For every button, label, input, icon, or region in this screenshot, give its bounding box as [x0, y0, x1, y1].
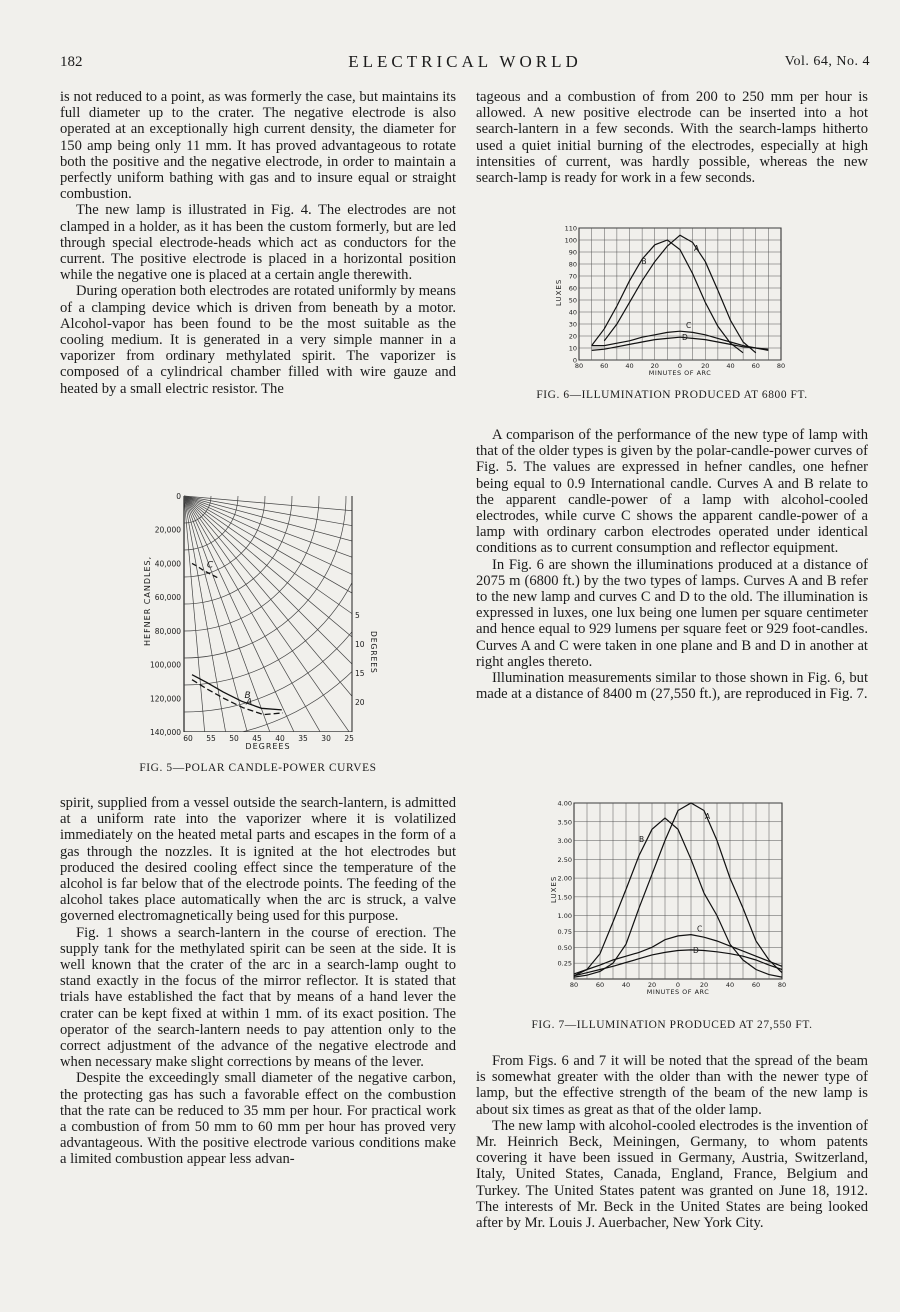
page-number: 182 [60, 54, 83, 70]
grid-arc [184, 496, 380, 739]
figure-6 [545, 222, 790, 387]
right-column-bottom [476, 1053, 868, 1231]
paragraph: Illumination measurements similar to those shown in Fig. 6, but made at a distance of 8400 m (27,550 ft.), are reproduced in Fig. 7. [476, 670, 868, 703]
curve-label: D [693, 945, 699, 955]
paragraph: is not reduced to a point, as was formerly the case, but maintains its full diameter up to the crater. The negative electrode is also operated at an exceptionally high current density, the diameter for 150 amp being only 11 mm. It has proved advantageous to rotate both the positive and the negative electrode, in order to maintain a perfectly uniform bathing with gas and to insure equal or straight combustion. [60, 89, 456, 203]
grid-radial [184, 496, 379, 750]
right-tick-label: 15 [355, 669, 365, 678]
x-tick-label: 20 [701, 362, 710, 370]
y-tick-label: 40,000 [154, 559, 181, 569]
curve-label: D [682, 333, 688, 343]
curve-label: B [641, 257, 647, 266]
x-tick-label: 60 [595, 981, 605, 989]
y-tick-label: 80,000 [154, 626, 181, 636]
right-axis-label: DEGREES [369, 631, 378, 674]
left-column-top [60, 89, 456, 397]
x-tick-label: 20 [647, 981, 657, 989]
figure-5 [140, 488, 380, 755]
curve-label: A [705, 812, 711, 821]
grid-radial [184, 496, 354, 750]
curve-label: A [694, 244, 700, 254]
y-axis-label: HEFNER CANDLES, [143, 555, 152, 646]
y-tick-label: 100 [564, 236, 577, 245]
x-tick-label: 30 [321, 734, 331, 743]
y-tick-label: 2.50 [557, 855, 572, 864]
curve-label: B [639, 835, 645, 845]
grid-radial [184, 496, 380, 526]
curve-label: B [244, 691, 251, 702]
y-tick-label: 60,000 [154, 593, 181, 603]
grid-radial [184, 496, 380, 584]
y-tick-label: 40 [568, 308, 577, 317]
y-tick-label: 60 [568, 284, 577, 293]
y-tick-label: 4.00 [557, 799, 572, 808]
volume-label: Vol. 64, No. 4 [784, 54, 870, 69]
paragraph: From Figs. 6 and 7 it will be noted that the spread of the beam is somewhat greater with the older than with the newer type of lamp, but the effective strength of the beam of the new lamp is about six times as great as that of the older lamp. [476, 1053, 868, 1118]
y-tick-label: 120,000 [149, 694, 181, 704]
y-tick-label: 3.50 [557, 818, 572, 827]
paragraph: The new lamp with alcohol-cooled electrodes is the invention of Mr. Heinrich Beck, Meiningen, Germany, to whom patents covering it have been issued in Germany, Austria, Switzerland, Italy, United States, Canada, England, France, Belgium and Turkey. The United States patent was granted on June 18, 1912. The interests of Mr. Beck in the United States are being looked after by Mr. Louis J. Auerbacher, New York City. [476, 1117, 868, 1232]
grid-radial [184, 496, 380, 750]
y-tick-label: 20 [568, 332, 577, 341]
x-tick-label: 80 [569, 981, 579, 989]
y-axis-label: LUXES [550, 875, 558, 903]
x-axis-label: MINUTES OF ARC [648, 369, 712, 377]
right-column-middle [476, 427, 868, 702]
curve-label: A [246, 697, 253, 708]
x-tick-label: 20 [650, 362, 659, 370]
x-tick-label: 80 [574, 362, 584, 370]
masthead: ELECTRICAL WORLD [348, 52, 582, 71]
curve-label: C [697, 924, 703, 934]
y-tick-label: 50 [568, 296, 577, 305]
running-head [60, 52, 870, 74]
x-tick-label: 0 [677, 362, 683, 370]
y-tick-label: 1.50 [557, 893, 572, 902]
paragraph: spirit, supplied from a vessel outside the search-lantern, is admitted at a uniform rate into the vaporizer where it is volatilized immediately on the heated metal parts and escapes in the form of a gas through the nozzles. It is ignited at the hot electrodes but produced the desired cooling effect since the temperature of the alcohol is far below that of the electrode points. The feeding of the alcohol takes place automatically when the arc is struck, a valve governed electromagnetically being used for this purpose. [60, 795, 456, 925]
y-tick-label: 20,000 [154, 525, 181, 535]
paragraph: tageous and a combustion of from 200 to 250 mm per hour is allowed. A new positive electrode can be inserted into a hot search-lantern in a few seconds. With the search-lamps hitherto used a quiet initial burning of the electrodes, especially at high intensities of current, was hardly possible, whereas the new search-lamp is ready for work in a few seconds. [476, 89, 868, 187]
paragraph: Fig. 1 shows a search-lantern in the course of erection. The supply tank for the methylated spirit can be seen at the side. It is well known that the crater of the arc in a search-lamp ought to stand exactly in the focus of the mirror reflector. It is stated that trials have established the fact that by means of a hand lever the crater can be kept fixed at within 1 mm. of its exact position. The operator of the search-lantern needs to pay attention only to the correct adjustment of the advance of the negative electrode and when necessary make slight corrections by means of the lever. [60, 924, 456, 1071]
y-tick-label: 100,000 [149, 660, 181, 670]
y-axis-label: LUXES [555, 278, 563, 306]
x-tick-label: 25 [344, 734, 354, 743]
illumination-27550-chart [540, 797, 792, 1009]
y-tick-label: 0 [176, 492, 181, 501]
x-axis-label: MINUTES OF ARC [646, 988, 710, 996]
x-tick-label: 35 [298, 734, 308, 743]
grid-radial [184, 496, 380, 666]
x-tick-label: 60 [751, 981, 761, 989]
curve-label: C [686, 321, 692, 331]
y-tick-label: 80 [568, 260, 577, 269]
paragraph: During operation both electrodes are rotated uniformly by means of a clamping device which is driven from beneath by a motor. Alcohol-vapor has been found to be the most suitable as the cooling medium. It is generated in a very simple manner in a vaporizer from ordinary methylated spirit. The vaporizer is composed of a cylindrical chamber filled with wire gauze and heated by a small electric resistor. The [60, 283, 456, 397]
x-tick-label: 40 [275, 734, 285, 743]
x-tick-label: 80 [777, 981, 787, 989]
paragraph: The new lamp is illustrated in Fig. 4. The electrodes are not clamped in a holder, as it has been the custom formerly, but are led through special electrode-heads which act as conductors for the current. The positive electrode is placed in a horizontal position while the negative one is placed at a certain angle therewith. [60, 202, 456, 284]
x-tick-label: 40 [725, 981, 735, 989]
paragraph: In Fig. 6 are shown the illuminations produced at a distance of 2075 m (6800 ft.) by the two types of lamps. Curves A and B refer to the new lamp and curves C and D to the old. The illumination is expressed in luxes, one lux being one lumen per square centimeter and hence equal to 929 lumens per square feet or 929 foot-candles. Curves A and C were taken in one plane and B and D in another at right angles thereto. [476, 556, 868, 670]
x-tick-label: 45 [252, 734, 262, 743]
x-tick-label: 60 [751, 362, 760, 370]
y-tick-label: 70 [568, 272, 577, 281]
y-tick-label: 2.00 [557, 874, 572, 883]
right-tick-label: 20 [355, 698, 365, 707]
grid-radial [184, 496, 380, 640]
x-tick-label: 55 [206, 734, 216, 743]
right-tick-label: 10 [355, 640, 365, 649]
figure-7-caption: FIG. 7—ILLUMINATION PRODUCED AT 27,550 FT. [531, 1019, 813, 1031]
y-tick-label: 30 [568, 320, 577, 329]
figure-5-caption: FIG. 5—POLAR CANDLE-POWER CURVES [139, 762, 377, 774]
y-tick-label: 10 [568, 344, 577, 353]
y-tick-label: 0.25 [557, 959, 572, 968]
y-tick-label: 3.00 [557, 837, 572, 846]
y-tick-label: 0.50 [557, 943, 572, 952]
polar-candle-power-chart [140, 488, 380, 750]
x-tick-label: 50 [229, 734, 239, 743]
x-tick-label: 60 [600, 362, 609, 370]
x-tick-label: 20 [699, 981, 709, 989]
right-tick-label: 5 [355, 611, 360, 620]
grid-arc [184, 496, 380, 712]
x-tick-label: 80 [776, 362, 786, 370]
x-tick-label: 60 [183, 734, 193, 743]
figure-6-caption: FIG. 6—ILLUMINATION PRODUCED AT 6800 FT. [536, 389, 808, 401]
x-tick-label: 40 [621, 981, 631, 989]
right-column-top [476, 89, 868, 186]
y-tick-label: 110 [564, 224, 577, 233]
x-tick-label: 40 [625, 362, 634, 370]
y-tick-label: 1.00 [557, 912, 572, 921]
illumination-6800-chart [545, 222, 790, 382]
left-column-bottom [60, 795, 456, 1168]
x-tick-label: 0 [675, 981, 681, 989]
y-tick-label: 0.75 [557, 927, 572, 936]
grid-radial [184, 496, 380, 736]
paragraph: Despite the exceedingly small diameter of the negative carbon, the protecting gas has such a favorable effect on the combustion that the rate can be reduced to 35 mm per hour. For practical work a combustion of from 50 mm to 60 mm per hour has proved very advantageous. With the positive electrode various conditions make a limited combustion appear less advan- [60, 1070, 456, 1168]
curve-label: C [206, 560, 214, 571]
y-tick-label: 140,000 [149, 728, 181, 737]
y-tick-label: 0 [572, 356, 577, 365]
figure-7 [540, 797, 792, 1014]
x-tick-label: 40 [726, 362, 735, 370]
y-tick-label: 90 [568, 248, 577, 257]
paragraph: A comparison of the performance of the new type of lamp with that of the older types is given by the polar-candle-power curves of Fig. 5. The values are expressed in hefner candles, one hefner being equal to 0.9 International candle. Curves A and B relate to the apparent candle-power of a lamp with alcohol-cooled electrodes, while curve C shows the apparent candle-power of a lamp with ordinary carbon electrodes operated under identical conditions as to current consumption and reflector equipment. [476, 427, 868, 557]
x-axis-label: DEGREES [245, 742, 291, 750]
